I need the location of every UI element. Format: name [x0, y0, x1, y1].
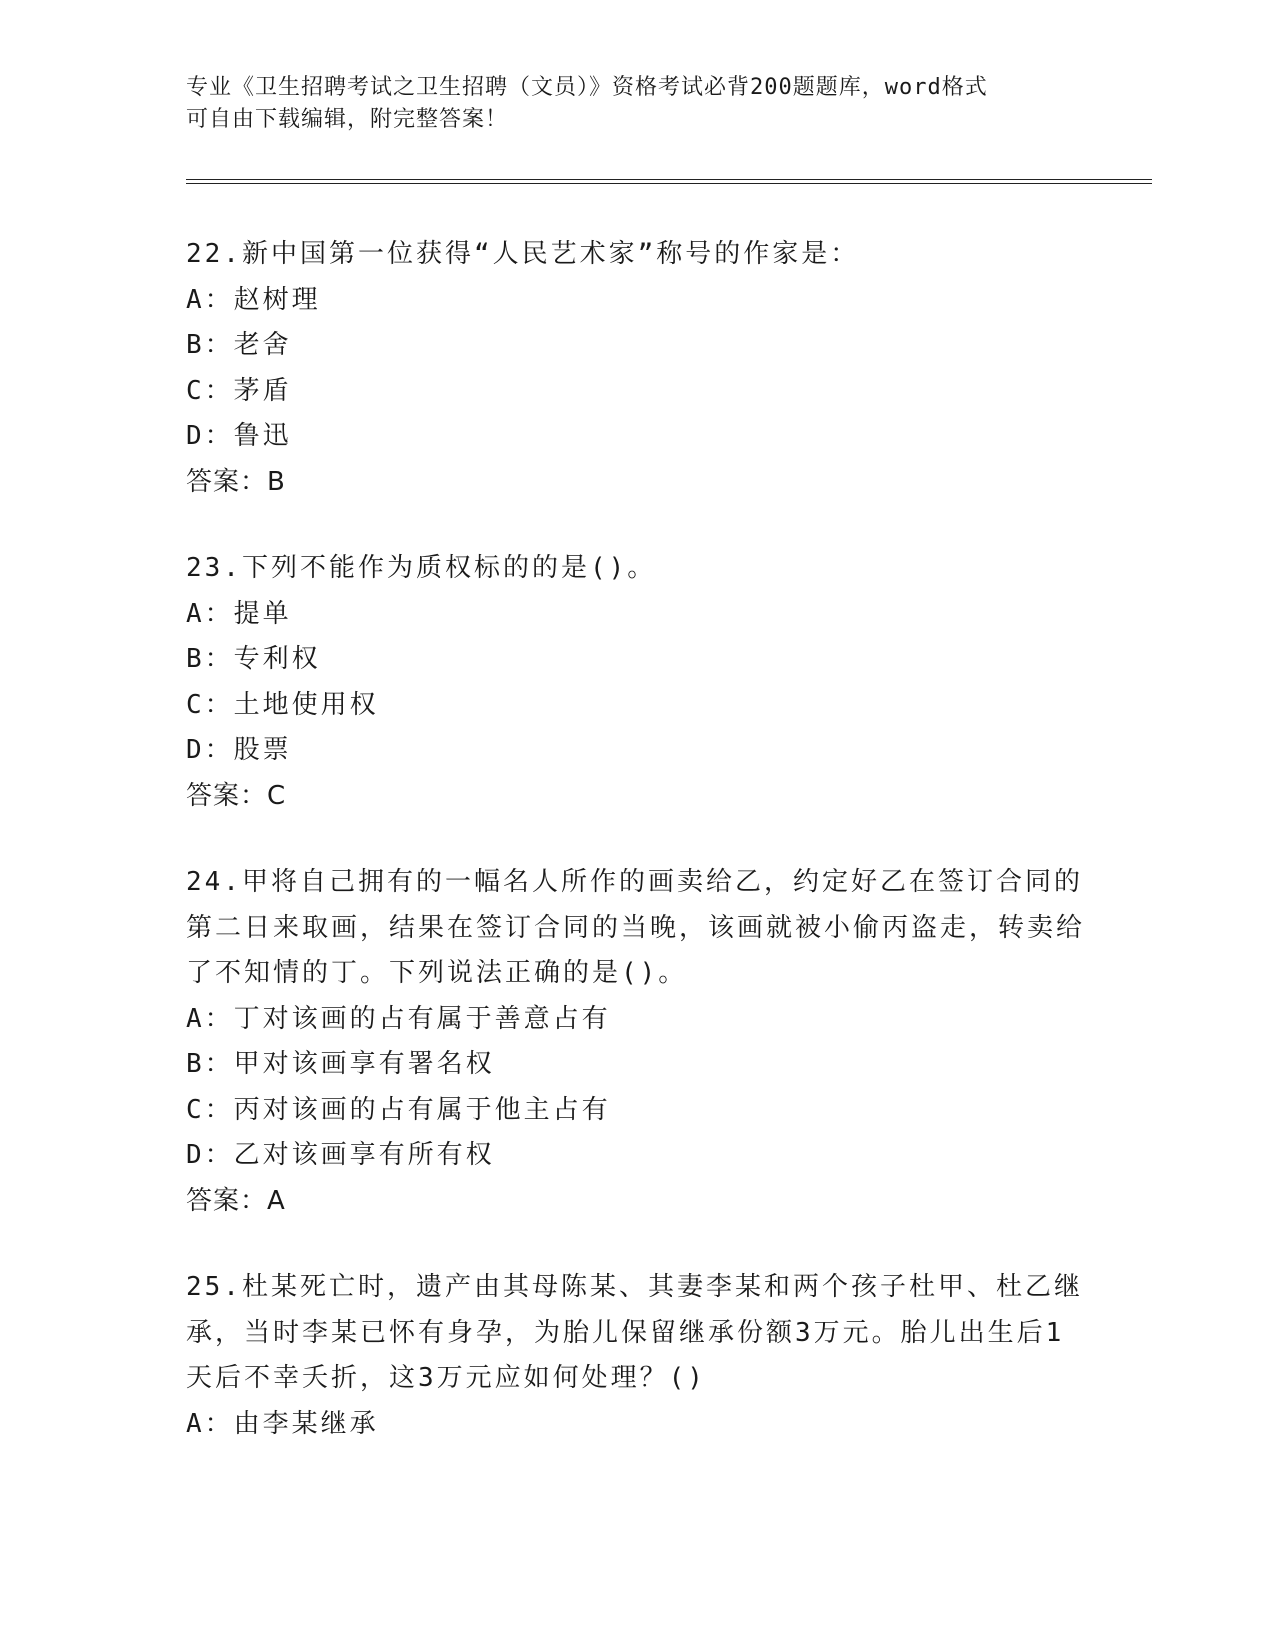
question-23	[186, 546, 1086, 819]
option-c: C：茅盾	[186, 375, 292, 406]
option-a: A：丁对该画的占有属于善意占有	[186, 1003, 611, 1034]
question-text: 22.新中国第一位获得“人民艺术家”称号的作家是：	[186, 239, 860, 269]
header-line-2: 可自由下载编辑，附完整答案！	[186, 107, 509, 132]
option-d: D：鲁迅	[186, 421, 292, 451]
option-c: C：土地使用权	[186, 689, 379, 720]
option-b: B：老舍	[186, 330, 292, 360]
header-line-1: 专业《卫生招聘考试之卫生招聘（文员）》资格考试必背200题题库，word格式	[186, 75, 988, 100]
option-a: A：提单	[186, 598, 292, 629]
option-a: A：由李某继承	[186, 1408, 379, 1439]
option-d: D：乙对该画享有所有权	[186, 1140, 495, 1170]
option-d: D：股票	[186, 735, 292, 765]
question-24	[186, 860, 1086, 1224]
option-a: A：赵树理	[186, 284, 321, 315]
question-text: 23.下列不能作为质权标的的是()。	[186, 553, 657, 583]
option-b: B：专利权	[186, 644, 321, 674]
question-22	[186, 232, 1086, 505]
header-divider-bottom	[186, 183, 1152, 184]
question-text: 24.甲将自己拥有的一幅名人所作的画卖给乙，约定好乙在签订合同的第二日来取画，结果在签订合同的当晚，该画就被小偷丙盗走，转卖给了不知情的丁。下列说法正确的是()。	[186, 867, 1086, 988]
answer-line: 答案：A	[186, 1185, 286, 1216]
question-list	[186, 232, 1086, 1488]
question-25	[186, 1265, 1086, 1447]
header-divider-top	[186, 179, 1152, 180]
question-text: 25.杜某死亡时，遗产由其母陈某、其妻李某和两个孩子杜甲、杜乙继承，当时李某已怀有身孕，为胎儿保留继承份额3万元。胎儿出生后1天后不幸夭折，这3万元应如何处理？()	[186, 1272, 1083, 1393]
option-c: C：丙对该画的占有属于他主占有	[186, 1094, 611, 1125]
option-b: B：甲对该画享有署名权	[186, 1049, 495, 1079]
answer-line: 答案：B	[186, 466, 286, 497]
document-header	[186, 72, 1066, 136]
answer-line: 答案：C	[186, 780, 287, 811]
